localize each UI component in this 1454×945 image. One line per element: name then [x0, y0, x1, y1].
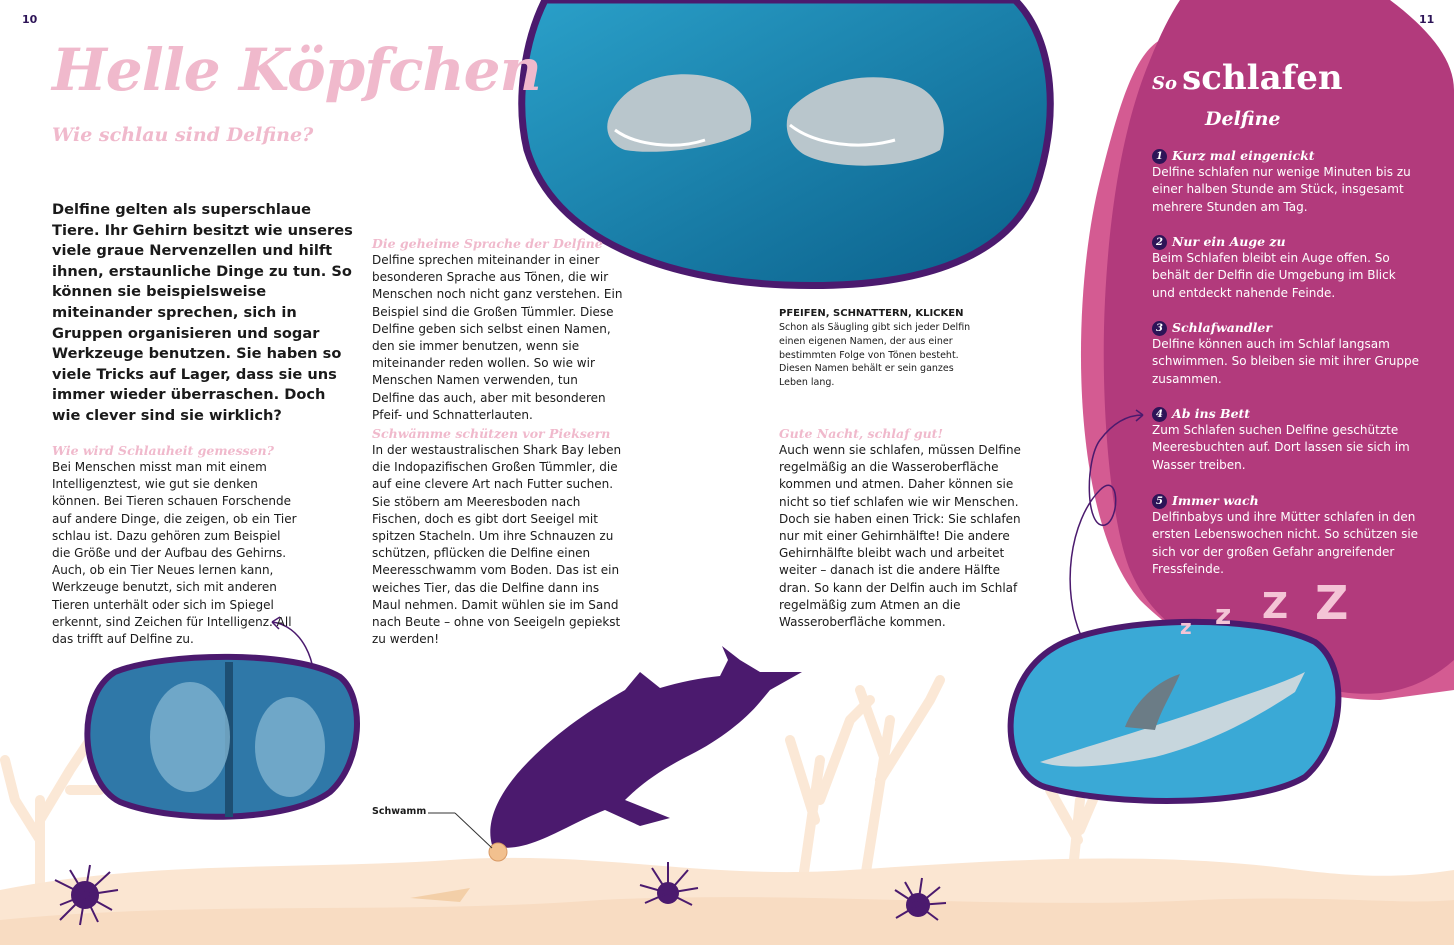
photo-caption: [779, 307, 979, 390]
zzz-letter: Z: [1262, 586, 1289, 627]
item-number-badge: 2: [1152, 235, 1167, 250]
page-title: Helle Köpfchen: [52, 36, 541, 104]
section-night-text: Auch wenn sie schlafen, müssen Delfine regelmäßig an die Wasseroberfläche kommen und atmen. Daher können sie nicht so tief schlafen wie wir Menschen. Doch sie haben einen Trick: Sie schlafen nur mit einer Gehirnhälfte! Die andere Gehirnhälfte bleibt wach und arbeitet weiter – danach ist die andere Hälfte dran. So kann der Delfin auch im Schlaf regelmäßig zum Atmen an die Wasseroberfläche kommen.: [779, 443, 1021, 630]
section-language-text: Delfine sprechen miteinander in einer besonderen Sprache aus Tönen, die wir Menschen noch nicht ganz verstehen. Ein Beispiel sind die Großen Tümmler. Diese Delfine geben sich selbst einen Namen, den sie immer benutzen, wenn sie miteinander reden wollen. So wie wir Menschen Namen verwenden, tun Delfine das auch, aber mit besonderen Pfeif- und Schnatterlauten.: [372, 253, 623, 422]
page-number-right: 11: [1419, 13, 1435, 26]
sponge: [489, 843, 507, 861]
page-subtitle: Wie schlau sind Delfine?: [52, 124, 314, 146]
section-measure: [52, 442, 300, 648]
sidebar-item-2: [1152, 234, 1422, 302]
section-night-heading: Gute Nacht, schlaf gut!: [779, 426, 943, 441]
photo-sleeping-dolphin: [995, 612, 1350, 807]
sidebar-item-1: [1152, 148, 1422, 216]
section-night: [779, 425, 1034, 631]
item-text: Zum Schlafen suchen Delfine geschützte Meeresbuchten auf. Dort lassen sie sich im Wasser treiben.: [1152, 423, 1410, 472]
section-language-heading: Die geheime Sprache der Delfine: [372, 236, 603, 251]
section-measure-text: Bei Menschen misst man mit einem Intelligenztest, wie gut sie denken können. Bei Tieren schauen Forschende auf andere Dinge, die zeigen, ob ein Tier schlau ist. Dazu gehören zum Beispiel die Größe und der Aufbau des Gehirns. Auch, ob ein Tier Neues lernen kann, Werkzeuge benutzt, sich mit anderen Tieren unterhält oder sich im Spiegel erkennt, sind Zeichen für Intelligenz. All das trifft auf Delfine zu.: [52, 460, 297, 647]
section-measure-heading: Wie wird Schlauheit gemessen?: [52, 443, 274, 458]
page-number-left: 10: [22, 13, 38, 26]
item-number-badge: 3: [1152, 321, 1167, 336]
sidebar-title: [1152, 58, 1343, 98]
sidebar-title-small: So: [1152, 73, 1178, 94]
photo-dolphin-mirror: [75, 652, 365, 824]
item-heading: Schlafwandler: [1172, 320, 1272, 335]
item-text: Delfinbabys und ihre Mütter schlafen in den ersten Lebenswochen nicht. So schützen sie sich vor der großen Gefahr angreifender Fressfeinde.: [1152, 510, 1419, 576]
item-text: Delfine können auch im Schlaf langsam schwimmen. So bleiben sie mit ihrer Gruppe zusammen.: [1152, 337, 1419, 386]
intro-paragraph: Delfine gelten als superschlaue Tiere. Ihr Gehirn besitzt wie unseres viele graue Nervenzellen und hilft ihnen, erstaunliche Dinge zu tun. So können sie beispielsweise miteinander sprechen, sich in Gruppen organisieren und sogar Werkzeuge benutzen. Sie haben so viele Tricks auf Lager, dass sie uns immer wieder überraschen. Doch wie clever sind sie wirklich?: [52, 201, 353, 424]
section-sponges-heading: Schwämme schützen vor Pieksern: [372, 426, 611, 441]
caption-heading: PFEIFEN, SCHNATTERN, KLICKEN: [779, 308, 964, 319]
section-sponges: [372, 425, 624, 648]
sponge-label: Schwamm: [372, 806, 427, 817]
sidebar-title-big: schlafen: [1182, 58, 1343, 98]
section-language: [372, 235, 624, 424]
sidebar-item-5: [1152, 493, 1422, 578]
item-number-badge: 1: [1152, 149, 1167, 164]
item-number-badge: 4: [1152, 407, 1167, 422]
item-heading: Immer wach: [1172, 493, 1259, 508]
item-heading: Kurz mal eingenickt: [1172, 148, 1315, 163]
sidebar-subtitle: Delfine: [1205, 108, 1281, 130]
zzz-letter: Z: [1315, 576, 1349, 630]
item-heading: Nur ein Auge zu: [1172, 234, 1286, 249]
section-sponges-text: In der westaustralischen Shark Bay leben die Indopazifischen Großen Tümmler, die auf eine clevere Art nach Futter suchen. Sie stöbern am Meeresboden nach Fischen, doch es gibt dort Seeigel mit spitzen Stacheln. Um ihre Schnauzen zu schützen, pflücken die Delfine einen Meeresschwamm vom Boden. Das ist ein weiches Tier, das die Delfine dann ins Maul nehmen. Damit wühlen sie im Sand nach Beute – ohne von Seeigeln gepiekst zu werden!: [372, 443, 622, 647]
item-number-badge: 5: [1152, 494, 1167, 509]
zzz-letter: z: [1180, 615, 1192, 639]
sidebar-item-4: [1152, 406, 1422, 474]
zzz-letter: z: [1215, 598, 1232, 631]
sidebar-item-3: [1152, 320, 1422, 388]
item-heading: Ab ins Bett: [1172, 406, 1251, 421]
item-text: Beim Schlafen bleibt ein Auge offen. So behält der Delfin die Umgebung im Blick und entdeckt nahende Feinde.: [1152, 251, 1396, 300]
item-text: Delfine schlafen nur wenige Minuten bis zu einer halben Stunde am Stück, insgesamt mehrere Stunden am Tag.: [1152, 165, 1411, 214]
dolphin-silhouette: [490, 646, 802, 848]
caption-text: Schon als Säugling gibt sich jeder Delfin einen eigenen Namen, der aus einer bestimmten Folge von Tönen besteht. Diesen Namen behält er sein ganzes Leben lang.: [779, 322, 971, 389]
